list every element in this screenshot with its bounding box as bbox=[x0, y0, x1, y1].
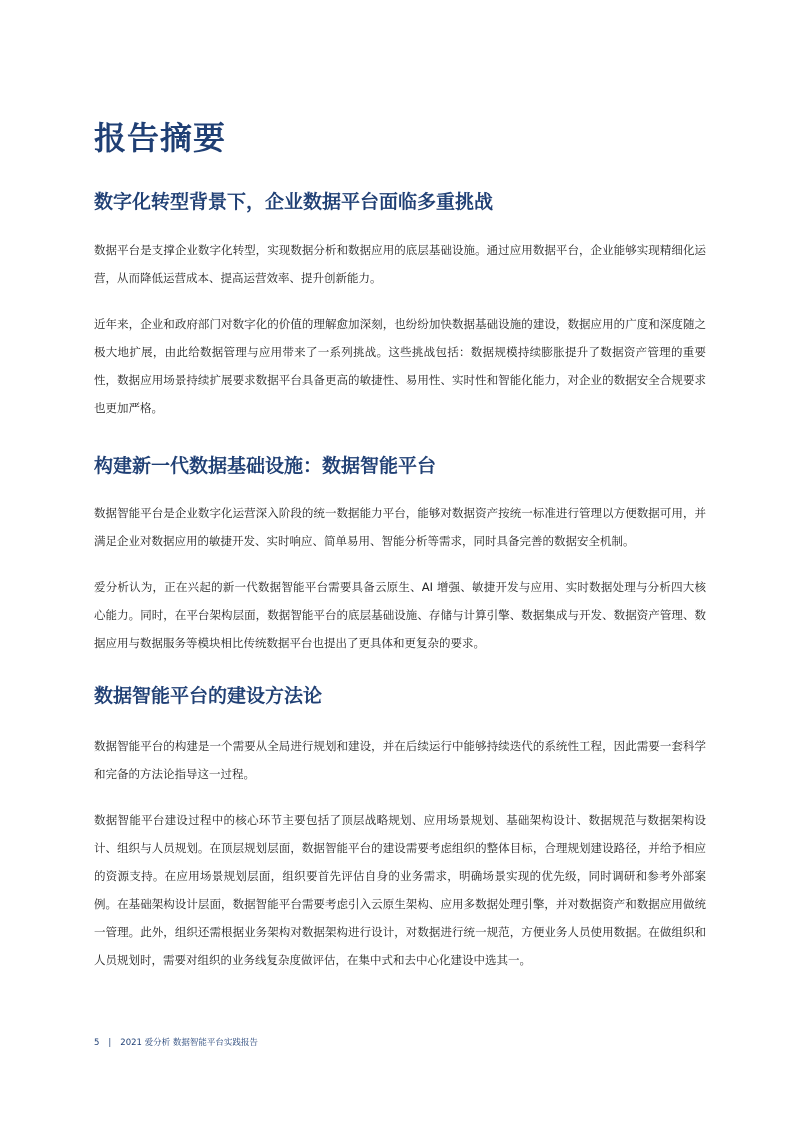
section-heading-methodology: 数据智能平台的建设方法论 bbox=[94, 685, 323, 707]
section-heading-challenges: 数字化转型背景下，企业数据平台面临多重挑战 bbox=[94, 191, 494, 213]
paragraph: 数据智能平台是企业数字化运营深入阶段的统一数据能力平台，能够对数据资产按统一标准进行管理以方便数据可用，并满足企业对数据应用的敏捷开发、实时响应、简单易用、智能分析等需求，同时具备完善的数据安全机制。 bbox=[94, 506, 706, 548]
paragraph: 近年来，企业和政府部门对数字化的价值的理解愈加深刻，也纷纷加快数据基础设施的建设，数据应用的广度和深度随之极大地扩展，由此给数据管理与应用带来了一系列挑战。这些挑战包括：数据规模持续膨胀提升了数据资产管理的重要性，数据应用场景持续扩展要求数据平台具备更高的敏捷性、易用性、实时性和智能化能力，对企业的数据安全合规要求也更加严格。 bbox=[94, 317, 706, 415]
page-title: 报告摘要 bbox=[94, 119, 227, 157]
paragraph: 爱分析认为，正在兴起的新一代数据智能平台需要具备云原生、AI 增强、敏捷开发与应用、实时数据处理与分析四大核心能力。同时，在平台架构层面，数据智能平台的底层基础设施、存储与计算引擎、数据集成与开发、数据资产管理、数据应用与数据服务等模块相比传统数据平台也提出了更具体和更复杂的要求。 bbox=[94, 580, 706, 650]
report-title: 2021 爱分析 数据智能平台实践报告 bbox=[120, 1038, 258, 1048]
paragraph: 数据平台是支撑企业数字化转型，实现数据分析和数据应用的底层基础设施。通过应用数据平台，企业能够实现精细化运营，从而降低运营成本、提高运营效率、提升创新能力。 bbox=[94, 243, 706, 285]
section-heading-infrastructure: 构建新一代数据基础设施：数据智能平台 bbox=[94, 455, 437, 477]
paragraph: 数据智能平台的构建是一个需要从全局进行规划和建设，并在后续运行中能够持续迭代的系统性工程，因此需要一套科学和完备的方法论指导这一过程。 bbox=[94, 739, 706, 781]
footer-separator: | bbox=[108, 1038, 112, 1048]
page-footer bbox=[94, 1036, 258, 1050]
page-number: 5 bbox=[94, 1038, 100, 1048]
paragraph: 数据智能平台建设过程中的核心环节主要包括了顶层战略规划、应用场景规划、基础架构设计、数据规范与数据架构设计、组织与人员规划。在顶层规划层面，数据智能平台的建设需要考虑组织的整体目标，合理规划建设路径，并给予相应的资源支持。在应用场景规划层面，组织要首先评估自身的业务需求，明确场景实现的优先级，同时调研和参考外部案例。在基础架构设计层面，数据智能平台需要考虑引入云原生架构、应用多数据处理引擎，并对数据资产和数据应用做统一管理。此外，组织还需根据业务架构对数据架构进行设计，对数据进行统一规范，方便业务人员使用数据。在做组织和人员规划时，需要对组织的业务线复杂度做评估，在集中式和去中心化建设中选其一。 bbox=[94, 813, 706, 967]
